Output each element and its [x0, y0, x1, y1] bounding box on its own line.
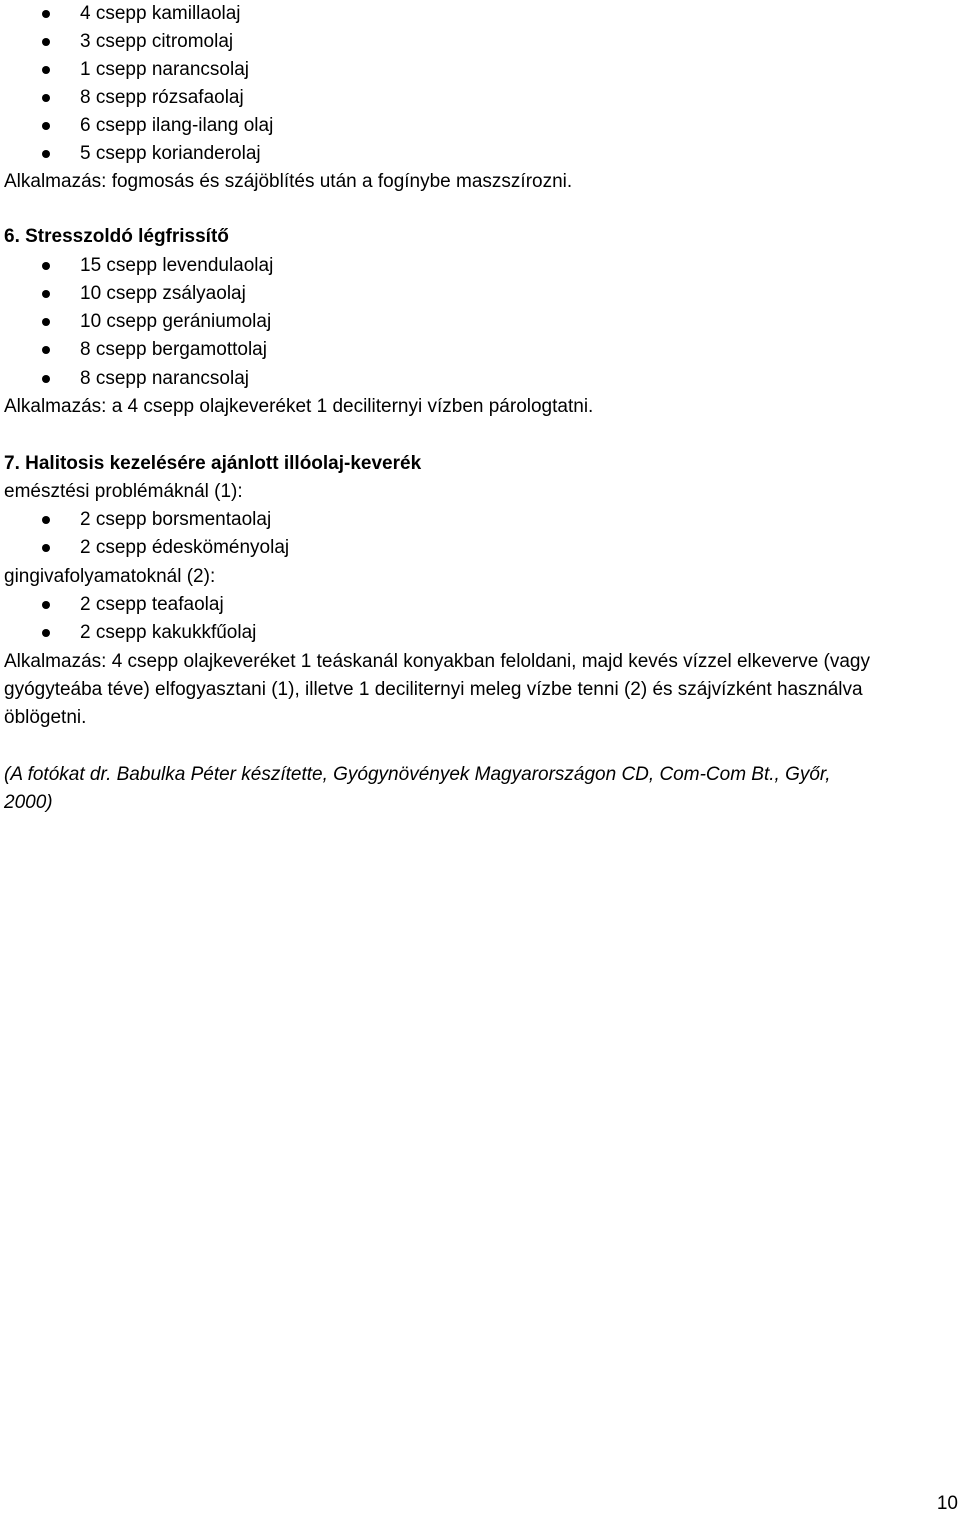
bullet-icon	[42, 601, 50, 609]
bullet-icon	[42, 150, 50, 158]
list-item: 2 csepp kakukkfűolaj	[0, 619, 960, 647]
bullet-icon	[42, 94, 50, 102]
group-label: emésztési problémáknál (1):	[4, 481, 243, 502]
list-item: 5 csepp korianderolaj	[0, 140, 960, 168]
group-label: gingivafolyamatoknál (2):	[4, 566, 216, 587]
bullet-icon	[42, 346, 50, 354]
bullet-icon	[42, 38, 50, 46]
bullet-icon	[42, 629, 50, 637]
usage-text: gyógyteába téve) elfogyasztani (1), illetve 1 deciliternyi meleg vízbe tenni (2) és szájvízként használva	[4, 679, 863, 700]
list-item: 8 csepp narancsolaj	[0, 365, 960, 393]
list-item: 3 csepp citromolaj	[0, 28, 960, 56]
bullet-icon	[42, 122, 50, 130]
bullet-icon	[42, 290, 50, 298]
list-item: 8 csepp bergamottolaj	[0, 336, 960, 364]
page-number: 10	[936, 1493, 958, 1514]
bullet-icon	[42, 318, 50, 326]
usage-text: öblögetni.	[4, 707, 87, 728]
photo-credit: 2000)	[4, 792, 53, 813]
list-item: 6 csepp ilang-ilang olaj	[0, 112, 960, 140]
bullet-icon	[42, 544, 50, 552]
list-item: 2 csepp teafaolaj	[0, 591, 960, 619]
section-title: 7. Halitosis kezelésére ajánlott illóolaj-keverék	[4, 453, 422, 474]
list-item: 10 csepp zsályaolaj	[0, 280, 960, 308]
list-item: 2 csepp borsmentaolaj	[0, 506, 960, 534]
list-item: 15 csepp levendulaolaj	[0, 252, 960, 280]
bullet-icon	[42, 375, 50, 383]
list-item: 1 csepp narancsolaj	[0, 56, 960, 84]
bullet-icon	[42, 262, 50, 270]
section-title: 6. Stresszoldó légfrissítő	[4, 226, 229, 247]
usage-text: Alkalmazás: fogmosás és szájöblítés után a fogínybe maszszírozni.	[4, 171, 573, 192]
bullet-icon	[42, 66, 50, 74]
bullet-icon	[42, 516, 50, 524]
photo-credit: (A fotókat dr. Babulka Péter készítette, Gyógynövények Magyarországon CD, Com-Com Bt., Győr,	[4, 764, 831, 785]
list-item: 10 csepp gerániumolaj	[0, 308, 960, 336]
bullet-icon	[42, 10, 50, 18]
list-item: 2 csepp édesköményolaj	[0, 534, 960, 562]
list-item: 8 csepp rózsafaolaj	[0, 84, 960, 112]
usage-text: Alkalmazás: 4 csepp olajkeveréket 1 teáskanál konyakban feloldani, majd kevés vízzel elkeverve (vagy	[4, 651, 871, 672]
list-item: 4 csepp kamillaolaj	[0, 0, 960, 28]
usage-text: Alkalmazás: a 4 csepp olajkeveréket 1 deciliternyi vízben párologtatni.	[4, 396, 594, 417]
